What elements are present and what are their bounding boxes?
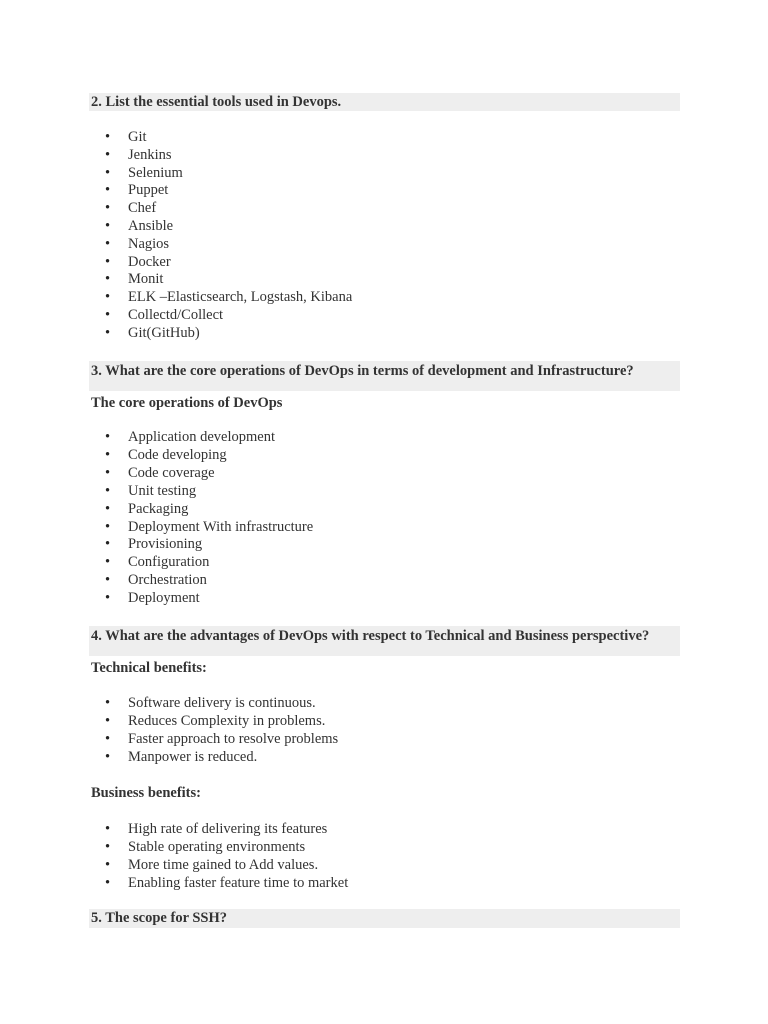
question-4-heading: 4. What are the advantages of DevOps with respect to Technical and Business perspective? xyxy=(89,626,680,656)
list-item: • Packaging xyxy=(105,501,313,519)
question-2-heading: 2. List the essential tools used in Devops. xyxy=(89,93,680,111)
list-item: • Orchestration xyxy=(105,572,313,590)
core-operations-subheading: The core operations of DevOps xyxy=(91,395,283,411)
list-item: • Git xyxy=(105,129,352,147)
list-item: • Provisioning xyxy=(105,536,313,554)
list-item: • Application development xyxy=(105,429,313,447)
list-item: • Unit testing xyxy=(105,483,313,501)
list-item: • Software delivery is continuous. xyxy=(105,694,338,712)
list-item: • Monit xyxy=(105,271,352,289)
list-item: • ELK –Elasticsearch, Logstash, Kibana xyxy=(105,289,352,307)
list-item: • Nagios xyxy=(105,236,352,254)
list-item: • More time gained to Add values. xyxy=(105,856,348,874)
list-item: • Faster approach to resolve problems xyxy=(105,730,338,748)
list-item: • Docker xyxy=(105,254,352,272)
list-item: • Selenium xyxy=(105,165,352,183)
business-benefits-subheading: Business benefits: xyxy=(91,785,201,801)
list-item: • Deployment With infrastructure xyxy=(105,519,313,537)
technical-benefits-list xyxy=(105,694,338,766)
core-operations-list xyxy=(105,429,313,608)
list-item: • Enabling faster feature time to market xyxy=(105,874,348,892)
business-benefits-list xyxy=(105,820,348,892)
list-item: • Jenkins xyxy=(105,147,352,165)
list-item: • Stable operating environments xyxy=(105,838,348,856)
list-item: • Chef xyxy=(105,200,352,218)
tools-list xyxy=(105,129,352,343)
list-item: • Ansible xyxy=(105,218,352,236)
question-3-heading: 3. What are the core operations of DevOps in terms of development and Infrastructure? xyxy=(89,361,680,391)
technical-benefits-subheading: Technical benefits: xyxy=(91,660,207,676)
list-item: • Git(GitHub) xyxy=(105,325,352,343)
list-item: • Manpower is reduced. xyxy=(105,748,338,766)
question-5-heading: 5. The scope for SSH? xyxy=(89,909,680,928)
list-item: • Collectd/Collect xyxy=(105,307,352,325)
list-item: • Reduces Complexity in problems. xyxy=(105,712,338,730)
list-item: • Puppet xyxy=(105,182,352,200)
list-item: • Code coverage xyxy=(105,465,313,483)
list-item: • High rate of delivering its features xyxy=(105,820,348,838)
list-item: • Configuration xyxy=(105,554,313,572)
list-item: • Code developing xyxy=(105,447,313,465)
list-item: • Deployment xyxy=(105,590,313,608)
